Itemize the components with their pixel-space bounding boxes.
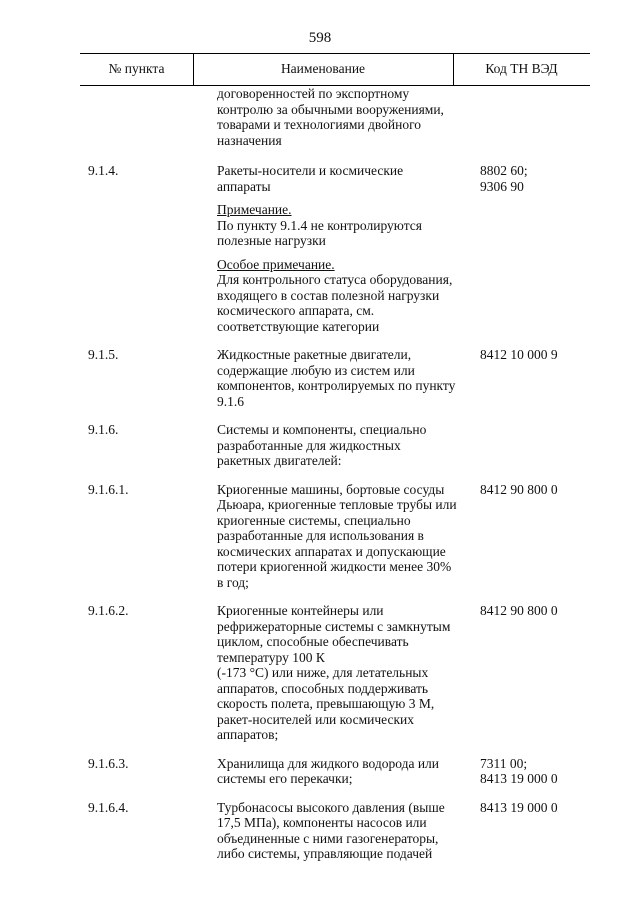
- item-number: 9.1.6.: [88, 422, 119, 437]
- text-line: разработанные для жидкостных: [217, 437, 401, 453]
- table-header: [80, 53, 590, 86]
- text-line: Дьюара, криогенные тепловые трубы или: [217, 497, 457, 512]
- item-code: 8413 19 000 0: [480, 799, 558, 815]
- item-number: 9.1.4.: [88, 163, 119, 178]
- item-code: [480, 163, 600, 194]
- text-line: аппаратов, способных поддерживать: [217, 680, 429, 696]
- text-line: назначения: [217, 132, 282, 148]
- header-item-number: № пункта: [108, 61, 165, 76]
- text-line: системы его перекачки;: [217, 771, 353, 786]
- item-name: [217, 603, 467, 743]
- table-row: [0, 422, 640, 469]
- code-line: 8802 60;: [480, 163, 528, 178]
- text-line: температуру 100 К: [217, 649, 325, 665]
- table-row: [0, 347, 640, 409]
- text-line: аппараты: [217, 178, 271, 194]
- code-line: 8413 19 000 0: [480, 771, 558, 786]
- item-name: [217, 86, 467, 148]
- item-code: 8412 90 800 0: [480, 603, 558, 618]
- text-line: Хранилища для жидкого водорода или: [217, 755, 440, 771]
- item-number: 9.1.5.: [88, 347, 119, 362]
- table-row-continuation: [0, 86, 640, 148]
- text-line: товарами и технологиями двойного: [217, 117, 422, 132]
- item-number: 9.1.6.3.: [88, 755, 129, 771]
- table-row: [0, 482, 640, 591]
- text-line: Криогенные машины, бортовые сосуды: [217, 481, 445, 497]
- text-line: аппаратов;: [217, 727, 279, 742]
- item-number: 9.1.6.1.: [88, 481, 129, 497]
- text-line: ракет-носителей или космических: [217, 711, 415, 727]
- text-line: криогенные системы, специально: [217, 512, 411, 528]
- text-line: Ракеты-носители и космические: [217, 163, 404, 178]
- code-line: 7311 00;: [480, 755, 528, 771]
- note-line: По пункту 9.1.4 не контролируются: [217, 217, 422, 233]
- text-line: ракетных двигателей:: [217, 453, 342, 468]
- note-title: Примечание.: [217, 202, 292, 217]
- text-line: 9.1.6: [217, 393, 244, 409]
- text-line: Жидкостные ракетные двигатели,: [217, 347, 412, 362]
- page-number: 598: [308, 30, 332, 46]
- text-line: объединенные с ними газогенераторы,: [217, 830, 439, 846]
- item-code: 8412 10 000 9: [480, 347, 558, 362]
- table-row: [0, 603, 640, 743]
- text-line: договоренностей по экспортному: [217, 86, 410, 101]
- item-name: [217, 756, 467, 787]
- item-code: 8412 90 800 0: [480, 481, 558, 497]
- text-line: содержащие любую из систем или: [217, 362, 415, 378]
- item-number: 9.1.6.4.: [88, 799, 129, 815]
- text-line: разработанные для использования в: [217, 528, 424, 543]
- table-row: [0, 756, 640, 787]
- text-line: скорость полета, превышающую 3 М,: [217, 696, 435, 711]
- header-code: Код ТН ВЭД: [485, 61, 558, 76]
- item-name: [217, 422, 467, 469]
- table-row: [0, 163, 640, 334]
- code-line: 9306 90: [480, 178, 524, 194]
- text-line: космических аппаратах и допускающие: [217, 543, 446, 559]
- text-line: Криогенные контейнеры или: [217, 603, 384, 618]
- special-note-line: Для контрольного статуса оборудования,: [217, 272, 453, 287]
- text-line: либо системы, управляющие подачей: [217, 846, 433, 861]
- special-note-title: Особое примечание.: [217, 256, 335, 272]
- note-line: полезные нагрузки: [217, 233, 326, 248]
- item-number: 9.1.6.2.: [88, 603, 129, 618]
- text-line: 17,5 МПа), компоненты насосов или: [217, 815, 427, 830]
- text-line: рефрижераторные системы с замкнутым: [217, 618, 451, 634]
- item-name: [217, 163, 467, 334]
- text-line: контролю за обычными вооружениями,: [217, 101, 444, 117]
- text-line: Системы и компоненты, специально: [217, 422, 427, 437]
- item-name: [217, 800, 467, 862]
- text-line: в год;: [217, 574, 249, 590]
- special-note-line: соответствующие категории: [217, 318, 380, 334]
- special-note-line: входящего в состав полезной нагрузки: [217, 287, 440, 303]
- item-code: [480, 756, 600, 787]
- text-line: циклом, способные обеспечивать: [217, 634, 409, 649]
- text-line: Турбонасосы высокого давления (выше: [217, 799, 445, 815]
- item-name: [217, 482, 467, 591]
- special-note-line: космического аппарата, см.: [217, 303, 375, 318]
- text-line: компонентов, контролируемых по пункту: [217, 378, 456, 393]
- text-line: потери криогенной жидкости менее 30%: [217, 559, 452, 574]
- table-body: [0, 86, 640, 862]
- header-name: Наименование: [280, 61, 366, 76]
- text-line: (-173 °С) или ниже, для летательных: [217, 665, 429, 680]
- item-name: [217, 347, 467, 409]
- table-row: [0, 800, 640, 862]
